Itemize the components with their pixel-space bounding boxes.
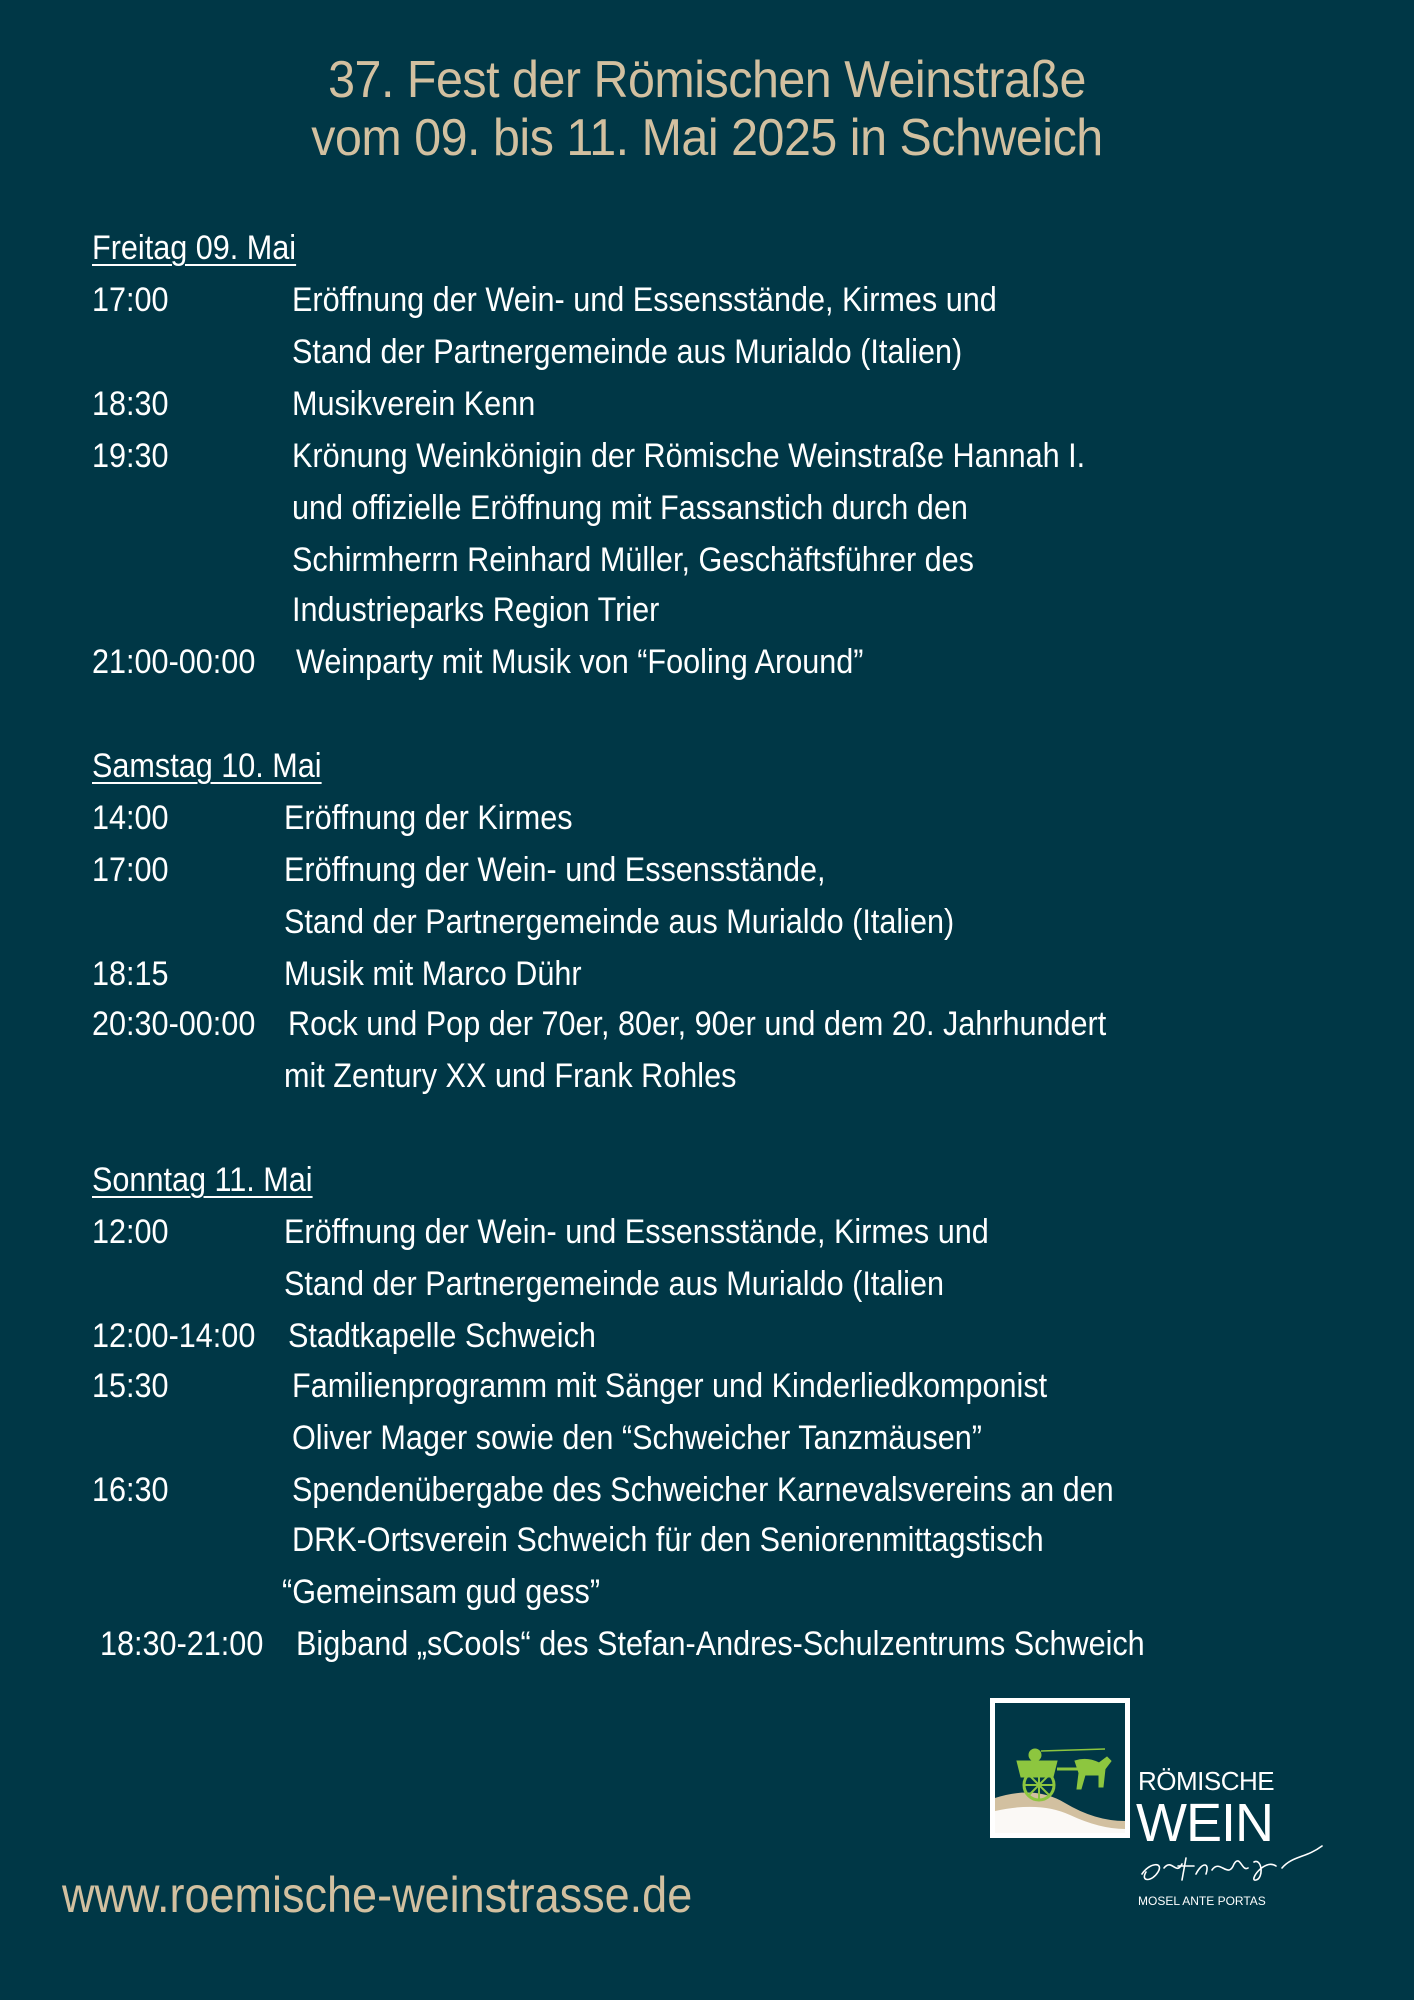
schedule-text: Familienprogramm mit Sänger und Kinderliedkomponist <box>292 1367 1048 1405</box>
brand-logo <box>990 1698 1330 1918</box>
schedule-time: 18:30 <box>92 385 169 423</box>
horse-cart-icon <box>995 1703 1125 1833</box>
logo-tagline: MOSEL ANTE PORTAS <box>1138 1894 1266 1908</box>
day-heading-sunday: Sonntag 11. Mai <box>92 1161 313 1199</box>
schedule-text: Industrieparks Region Trier <box>292 591 660 629</box>
schedule-text: “Gemeinsam gud gess” <box>282 1573 601 1611</box>
schedule-time: 17:00 <box>92 851 169 889</box>
schedule-time: 17:00 <box>92 281 169 319</box>
schedule-text: Eröffnung der Wein- und Essensstände, Kirmes und <box>284 1213 989 1251</box>
logo-text-wein: WEIN <box>1136 1793 1273 1853</box>
schedule-time: 14:00 <box>92 799 169 837</box>
schedule-text: und offizielle Eröffnung mit Fassanstich durch den <box>292 489 968 527</box>
schedule-text: Stand der Partnergemeinde aus Murialdo (Italien) <box>292 333 963 371</box>
schedule-time: 16:30 <box>92 1471 169 1509</box>
schedule-text: Krönung Weinkönigin der Römische Weinstraße Hannah I. <box>292 437 1086 475</box>
schedule-text: DRK-Ortsverein Schweich für den Seniorenmittagstisch <box>292 1521 1044 1559</box>
schedule-time: 12:00 <box>92 1213 169 1251</box>
schedule-text: mit Zentury XX und Frank Rohles <box>284 1057 737 1095</box>
logo-text-roemische: RÖMISCHE <box>1138 1766 1275 1796</box>
day-heading-saturday: Samstag 10. Mai <box>92 747 322 785</box>
schedule-time: 19:30 <box>92 437 169 475</box>
schedule-text: Stand der Partnergemeinde aus Murialdo (Italien <box>284 1265 944 1303</box>
schedule-time: 21:00-00:00 <box>92 643 256 681</box>
schedule-text: Eröffnung der Wein- und Essensstände, <box>284 851 826 889</box>
schedule-text: Stadtkapelle Schweich <box>288 1317 596 1355</box>
schedule-text: Spendenübergabe des Schweicher Karnevalsvereins an den <box>292 1471 1114 1509</box>
schedule-time: 15:30 <box>92 1367 169 1405</box>
day-heading-friday: Freitag 09. Mai <box>92 229 297 267</box>
schedule-time: 20:30-00:00 <box>92 1005 256 1043</box>
schedule-text: Weinparty mit Musik von “Fooling Around” <box>296 643 864 681</box>
website-link[interactable]: www.roemische-weinstrasse.de <box>62 1867 693 1923</box>
schedule-text: Musik mit Marco Dühr <box>284 955 582 993</box>
schedule-text: Musikverein Kenn <box>292 385 536 423</box>
schedule-text: Stand der Partnergemeinde aus Murialdo (Italien) <box>284 903 955 941</box>
schedule-time: 18:30-21:00 <box>100 1625 264 1663</box>
schedule-time: 12:00-14:00 <box>92 1317 256 1355</box>
page-title-line-2: vom 09. bis 11. Mai 2025 in Schweich <box>311 109 1103 167</box>
schedule-time: 18:15 <box>92 955 169 993</box>
page-title-line-1: 37. Fest der Römischen Weinstraße <box>328 51 1086 109</box>
schedule-text: Eröffnung der Kirmes <box>284 799 573 837</box>
schedule-text: Eröffnung der Wein- und Essensstände, Kirmes und <box>292 281 997 319</box>
logo-frame <box>990 1698 1130 1838</box>
schedule-text: Bigband „sCools“ des Stefan-Andres-Schulzentrums Schweich <box>296 1625 1145 1663</box>
schedule-text: Rock und Pop der 70er, 80er, 90er und dem 20. Jahrhundert <box>288 1005 1107 1043</box>
strasse-script-icon <box>1136 1828 1326 1888</box>
schedule-text: Oliver Mager sowie den “Schweicher Tanzmäusen” <box>292 1419 982 1457</box>
schedule-text: Schirmherrn Reinhard Müller, Geschäftsführer des <box>292 541 974 579</box>
